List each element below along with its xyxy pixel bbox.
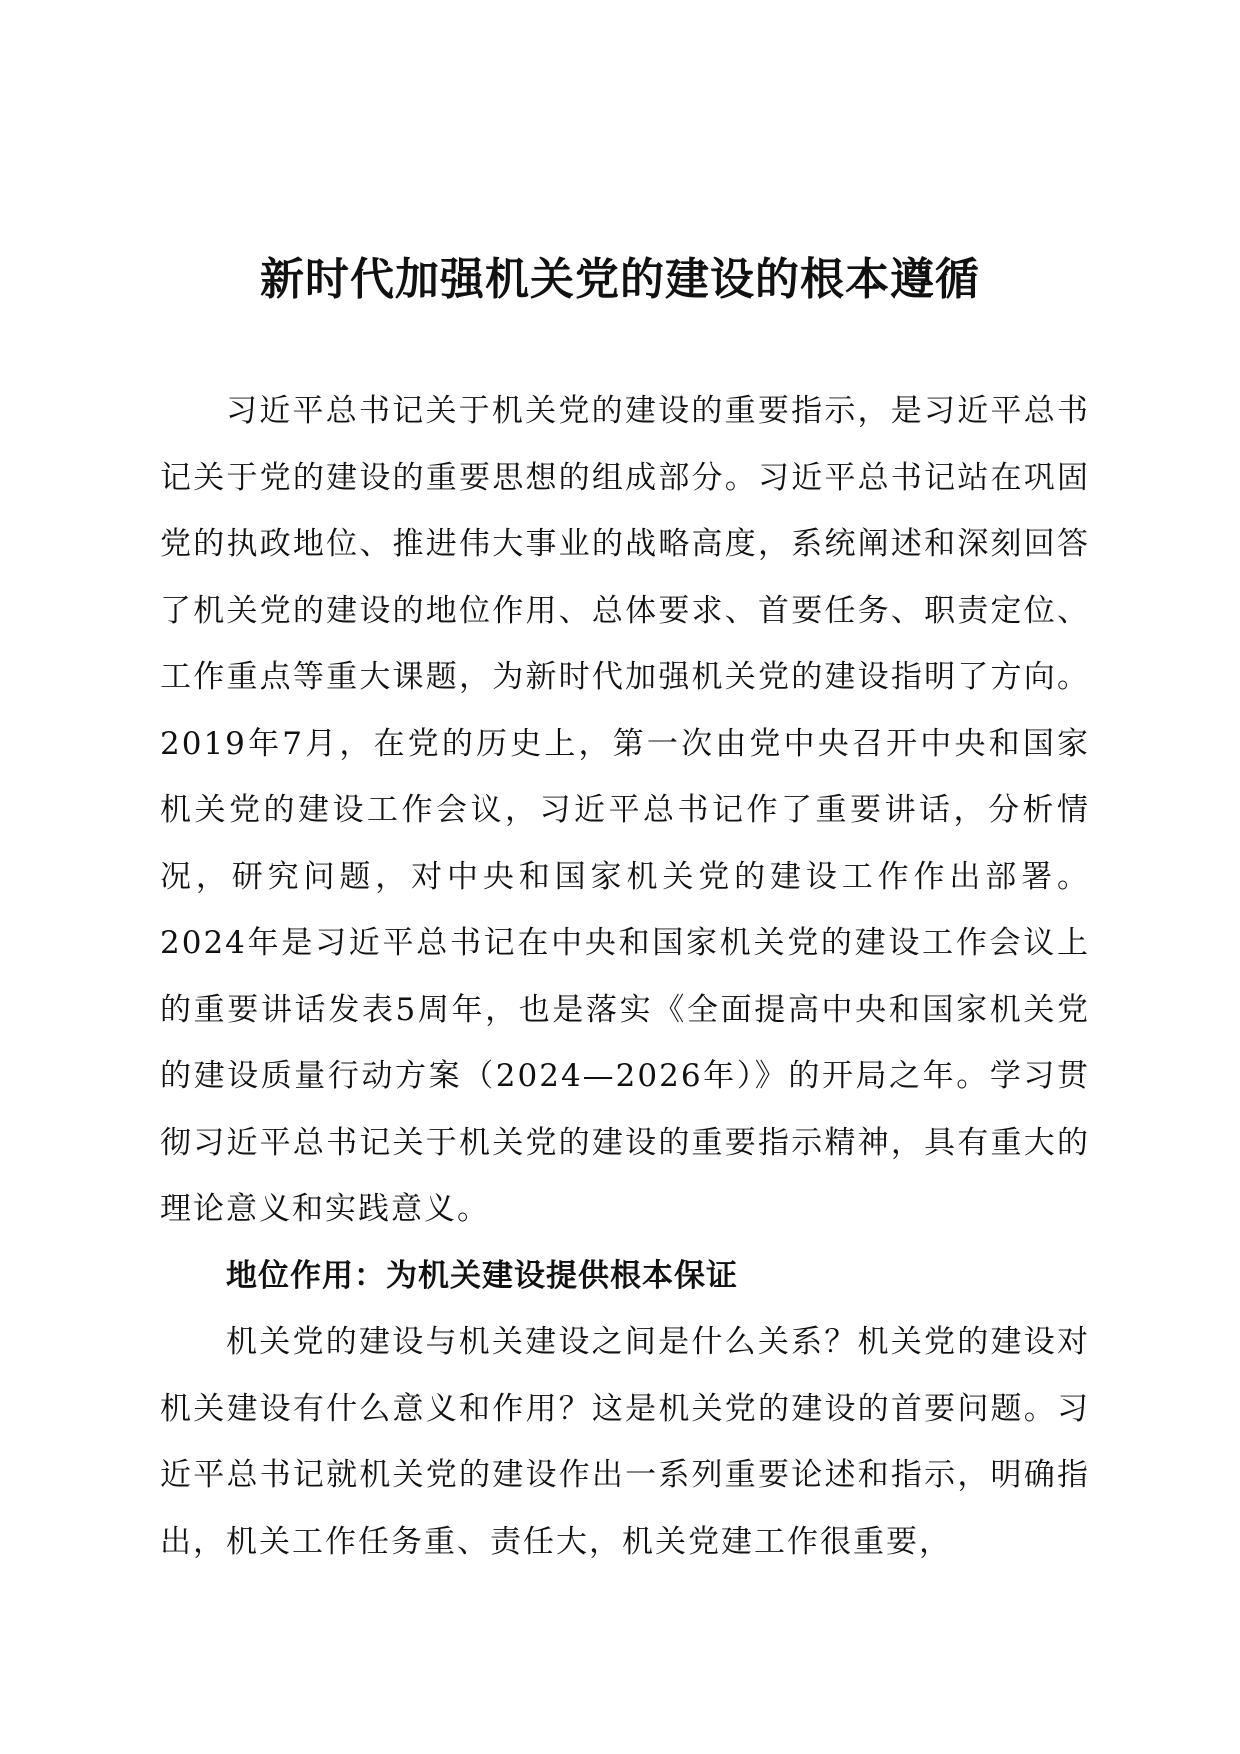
document-body <box>160 378 1090 1575</box>
intro-paragraph: 习近平总书记关于机关党的建设的重要指示，是习近平总书记关于党的建设的重要思想的组成部分。习近平总书记站在巩固党的执政地位、推进伟大事业的战略高度，系统阐述和深刻回答了机关党的建设的地位作用、总体要求、首要任务、职责定位、工作重点等重大课题，为新时代加强机关党的建设指明了方向。2019年7月，在党的历史上，第一次由党中央召开中央和国家机关党的建设工作会议，习近平总书记作了重要讲话，分析情况，研究问题，对中央和国家机关党的建设工作作出部署。2024年是习近平总书记在中央和国家机关党的建设工作会议上的重要讲话发表5周年，也是落实《全面提高中央和国家机关党的建设质量行动方案（2024—2026年）》的开局之年。学习贯彻习近平总书记关于机关党的建设的重要指示精神，具有重大的理论意义和实践意义。 <box>160 393 1090 1227</box>
document-title: 新时代加强机关党的建设的根本遵循 <box>260 254 980 305</box>
section-heading: 地位作用：为机关建设提供根本保证 <box>226 1257 738 1294</box>
section-paragraph: 机关党的建设与机关建设之间是什么关系？机关党的建设对机关建设有什么意义和作用？这是机关党的建设的首要问题。习近平总书记就机关党的建设作出一系列重要论述和指示，明确指出，机关工作任务重、责任大，机关党建工作很重要， <box>160 1324 1090 1560</box>
